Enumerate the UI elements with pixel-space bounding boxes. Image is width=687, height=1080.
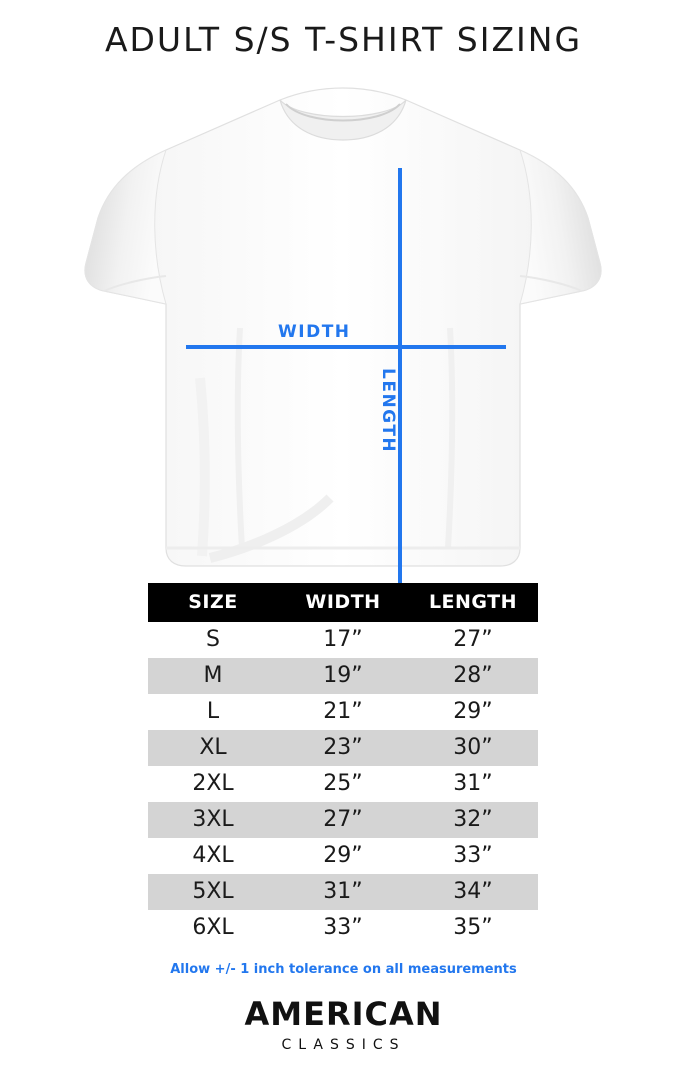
width-measure-line — [186, 345, 506, 349]
cell-size: 2XL — [148, 766, 278, 802]
table-row — [148, 658, 538, 694]
table-header-row — [148, 583, 538, 622]
cell-length: 32” — [408, 802, 538, 838]
cell-width: 31” — [278, 874, 408, 910]
cell-length: 31” — [408, 766, 538, 802]
width-label: WIDTH — [278, 322, 351, 342]
cell-size: 4XL — [148, 838, 278, 874]
cell-width: 17” — [278, 622, 408, 658]
table-row — [148, 838, 538, 874]
table-row — [148, 910, 538, 946]
tshirt-diagram — [0, 78, 687, 568]
table-row — [148, 766, 538, 802]
size-table — [148, 583, 538, 946]
cell-size: S — [148, 622, 278, 658]
table-header-width: WIDTH — [278, 583, 408, 622]
cell-size: 5XL — [148, 874, 278, 910]
page-title: ADULT S/S T-SHIRT SIZING — [104, 20, 583, 59]
cell-width: 21” — [278, 694, 408, 730]
cell-width: 29” — [278, 838, 408, 874]
table-row — [148, 622, 538, 658]
cell-length: 28” — [408, 658, 538, 694]
table-header-length: LENGTH — [408, 583, 538, 622]
cell-length: 33” — [408, 838, 538, 874]
table-header-size: SIZE — [148, 583, 278, 622]
table-row — [148, 694, 538, 730]
table-row — [148, 802, 538, 838]
cell-length: 34” — [408, 874, 538, 910]
cell-size: XL — [148, 730, 278, 766]
cell-size: M — [148, 658, 278, 694]
cell-length: 29” — [408, 694, 538, 730]
brand-name: AMERICAN — [244, 995, 443, 1033]
cell-width: 19” — [278, 658, 408, 694]
length-label: LENGTH — [378, 368, 398, 454]
cell-size: 3XL — [148, 802, 278, 838]
table-row — [148, 874, 538, 910]
table-row — [148, 730, 538, 766]
size-table-container — [148, 583, 538, 946]
brand-subtitle: CLASSICS — [281, 1037, 406, 1053]
length-measure-line — [398, 168, 402, 644]
cell-width: 23” — [278, 730, 408, 766]
cell-width: 27” — [278, 802, 408, 838]
cell-length: 30” — [408, 730, 538, 766]
cell-size: 6XL — [148, 910, 278, 946]
cell-width: 33” — [278, 910, 408, 946]
cell-width: 25” — [278, 766, 408, 802]
cell-size: L — [148, 694, 278, 730]
tolerance-note: Allow +/- 1 inch tolerance on all measurements — [170, 962, 517, 977]
cell-length: 27” — [408, 622, 538, 658]
cell-length: 35” — [408, 910, 538, 946]
